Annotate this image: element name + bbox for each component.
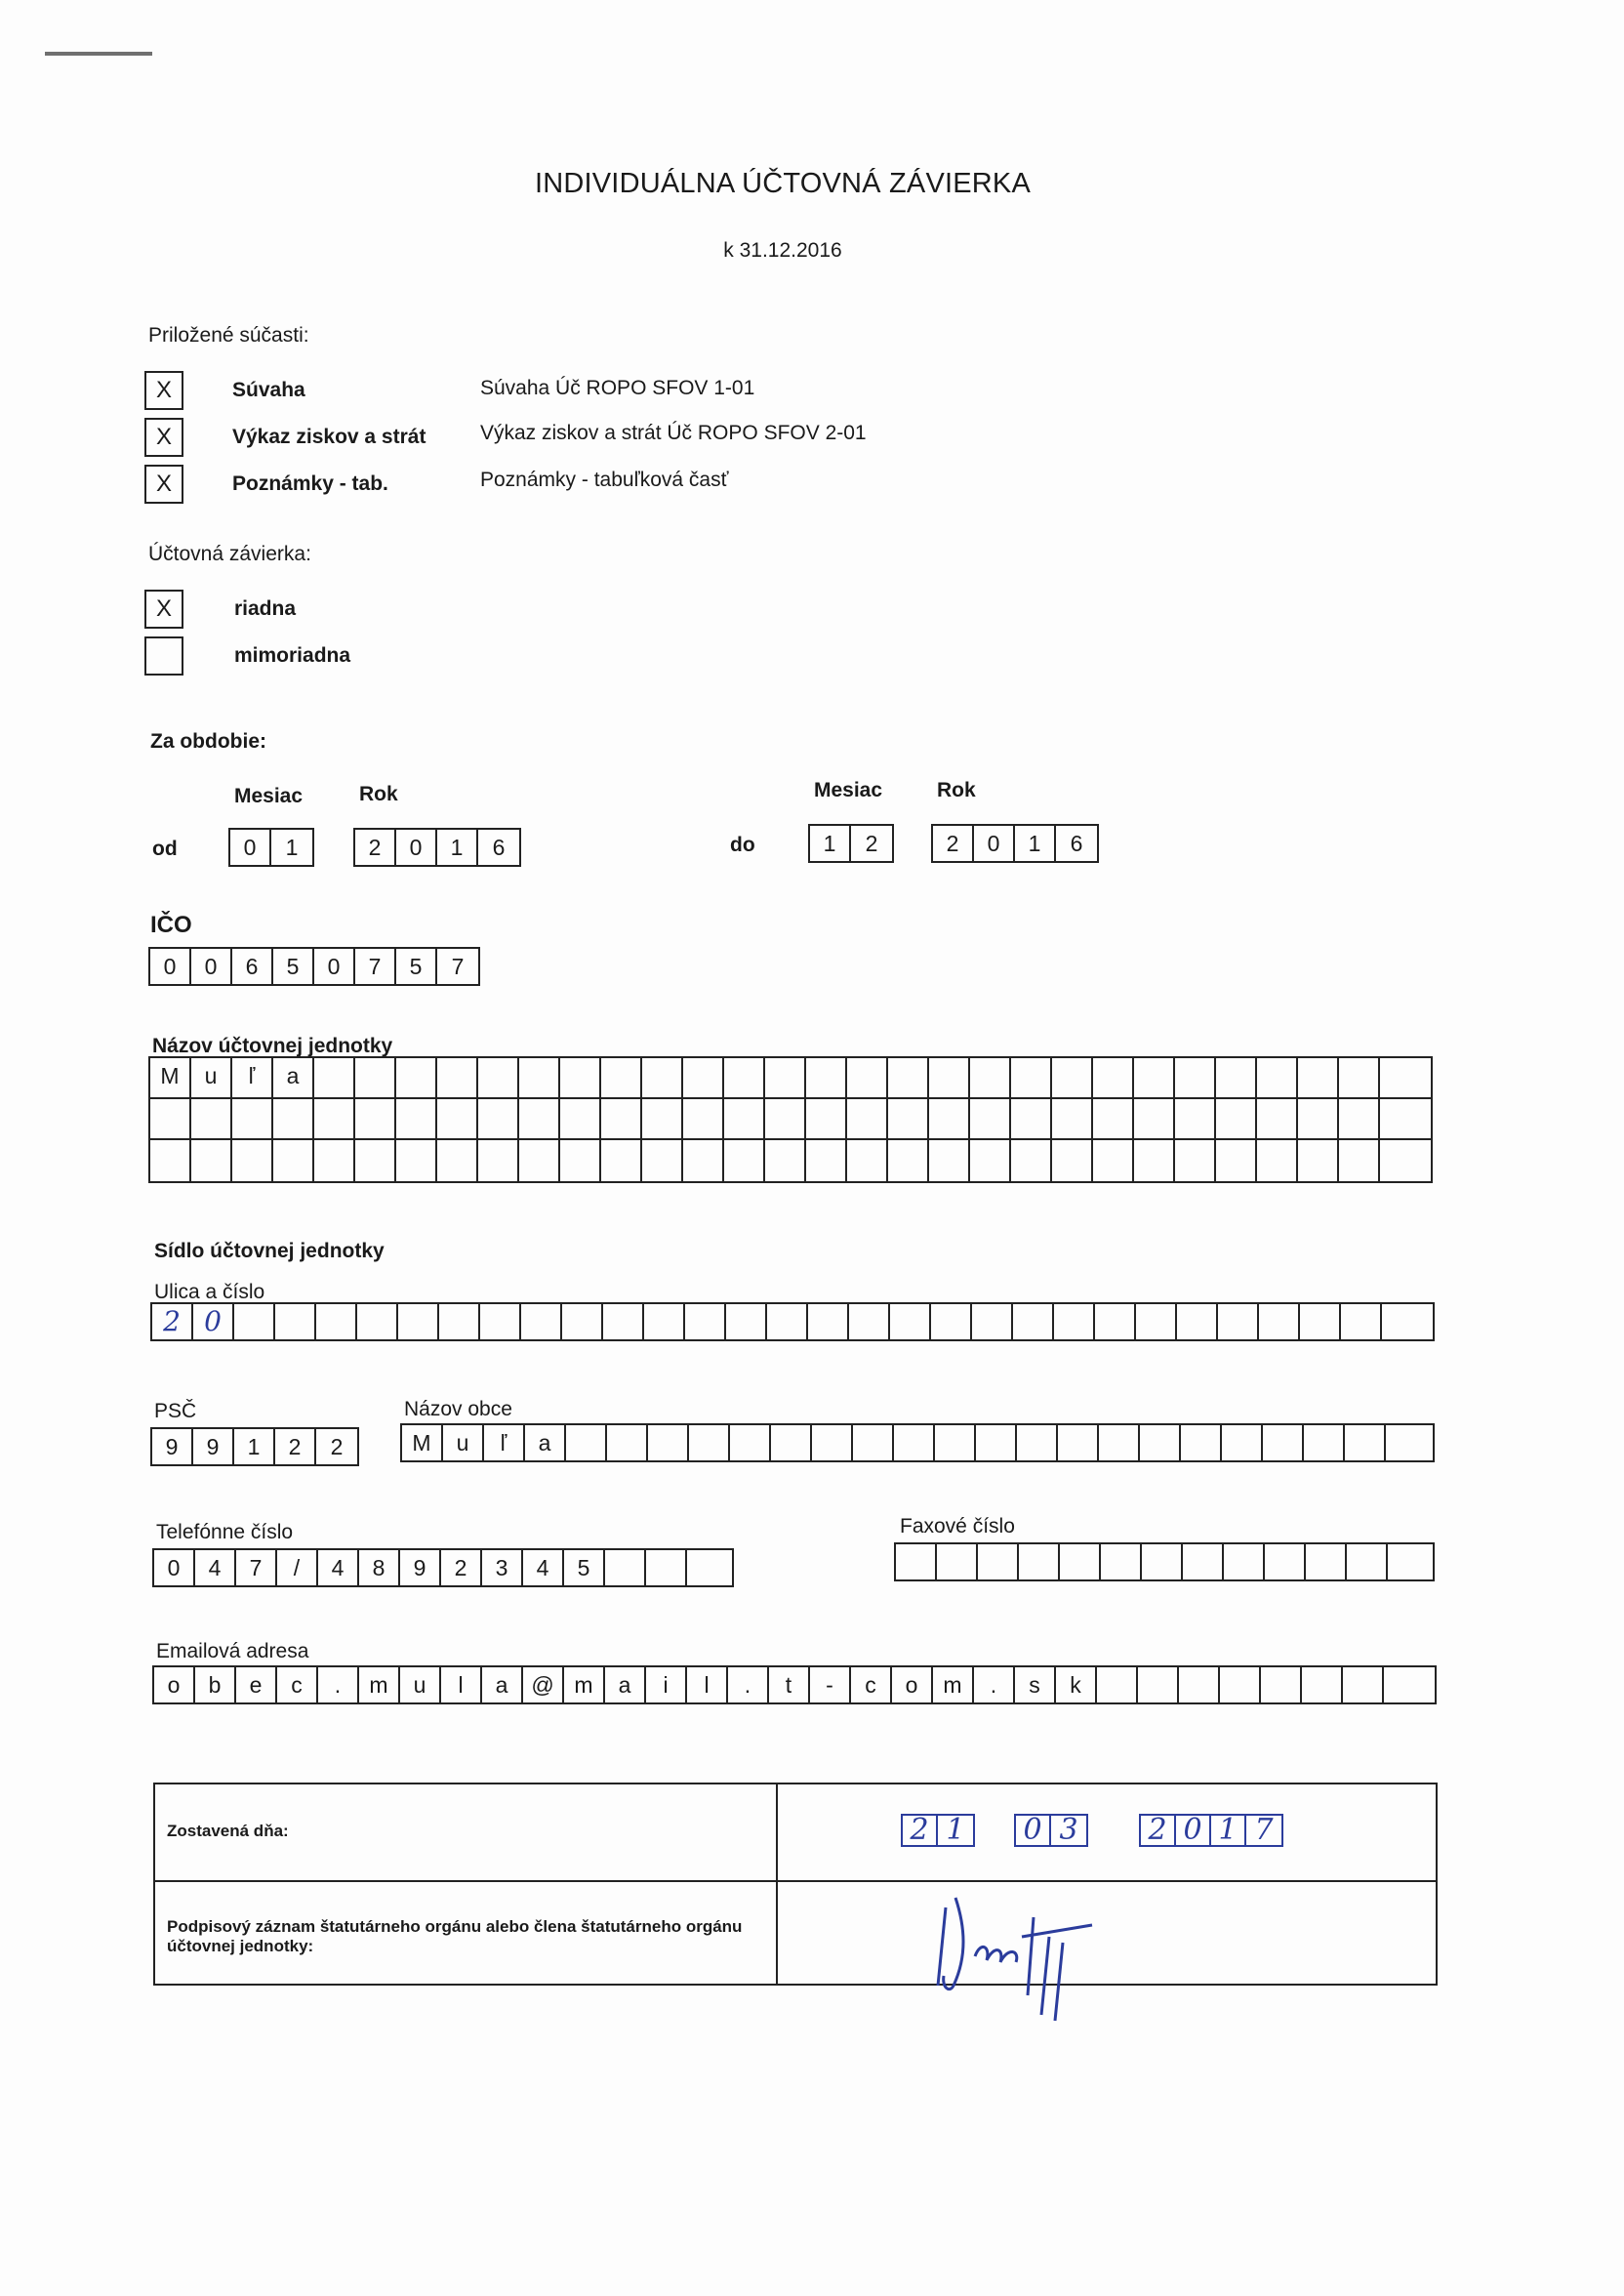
type-checkbox-riadna[interactable]: X	[144, 590, 183, 629]
char-cell: o	[154, 1667, 195, 1702]
empty-cell	[724, 1140, 765, 1181]
char-cell: e	[236, 1667, 277, 1702]
digit-cell: 0	[191, 949, 232, 984]
digit-cell: 2	[933, 826, 974, 861]
char-cell: l	[687, 1667, 728, 1702]
document-title: INDIVIDUÁLNA ÚČTOVNÁ ZÁVIERKA	[534, 168, 1032, 199]
empty-cell	[685, 1304, 726, 1339]
empty-cell	[519, 1099, 560, 1138]
empty-cell	[683, 1058, 724, 1097]
empty-cell	[808, 1304, 849, 1339]
empty-cell	[1222, 1425, 1263, 1460]
empty-cell	[437, 1140, 478, 1181]
compiled-label: Zostavená dňa:	[167, 1822, 289, 1840]
char-cell: .	[728, 1667, 769, 1702]
digit-cell: 4	[523, 1550, 564, 1585]
char-cell: a	[273, 1058, 314, 1097]
char-cell: u	[443, 1425, 484, 1460]
empty-cell	[1388, 1544, 1429, 1579]
empty-cell	[642, 1099, 683, 1138]
digit-cell: 1	[1015, 826, 1056, 861]
empty-cell	[648, 1425, 689, 1460]
digit-cell: 0	[974, 826, 1015, 861]
char-cell: u	[191, 1058, 232, 1097]
table-divider	[776, 1784, 778, 1984]
char-cell: a	[482, 1667, 523, 1702]
empty-cell	[978, 1544, 1019, 1579]
from-year-field[interactable]	[353, 828, 521, 867]
empty-cell	[730, 1425, 771, 1460]
empty-cell	[1257, 1058, 1298, 1097]
empty-cell	[931, 1304, 972, 1339]
signature-label: Podpisový záznam štatutárneho orgánu alebo člena štatutárneho orgánu účtovnej jednotky:	[167, 1917, 743, 1955]
empty-cell	[894, 1425, 935, 1460]
empty-cell	[1347, 1544, 1388, 1579]
empty-cell	[806, 1058, 847, 1097]
empty-cell	[1304, 1425, 1345, 1460]
empty-cell	[1134, 1099, 1175, 1138]
empty-cell	[642, 1058, 683, 1097]
to-month-field[interactable]	[808, 824, 894, 863]
empty-cell	[480, 1304, 521, 1339]
compiled-month-field[interactable]	[1014, 1814, 1088, 1847]
empty-cell	[1300, 1304, 1341, 1339]
psc-label: PSČ	[154, 1400, 197, 1422]
char-cell: l	[441, 1667, 482, 1702]
empty-cell	[355, 1099, 396, 1138]
char-cell: -	[810, 1667, 851, 1702]
empty-cell	[1060, 1544, 1101, 1579]
fax-field[interactable]	[894, 1542, 1435, 1581]
empty-cell	[970, 1058, 1011, 1097]
city-label: Názov obce	[404, 1398, 512, 1420]
empty-cell	[560, 1140, 601, 1181]
digit-cell: 9	[152, 1429, 193, 1464]
char-cell: s	[1015, 1667, 1056, 1702]
empty-cell	[1298, 1058, 1339, 1097]
street-label: Ulica a číslo	[154, 1281, 265, 1303]
seat-label: Sídlo účtovnej jednotky	[154, 1240, 385, 1262]
attachment-checkbox-poznamky[interactable]: X	[144, 465, 183, 504]
empty-cell	[1134, 1140, 1175, 1181]
empty-cell	[646, 1550, 687, 1585]
digit-cell: 9	[193, 1429, 234, 1464]
type-label: Účtovná závierka:	[148, 543, 311, 565]
digit-cell: 2	[903, 1816, 938, 1845]
empty-cell	[519, 1140, 560, 1181]
digit-cell: /	[277, 1550, 318, 1585]
digit-cell: 2	[275, 1429, 316, 1464]
attachments-label: Priložené súčasti:	[148, 324, 309, 347]
char-cell: a	[605, 1667, 646, 1702]
char-cell: c	[277, 1667, 318, 1702]
fax-label: Faxové číslo	[900, 1515, 1015, 1538]
empty-cell	[1224, 1544, 1265, 1579]
empty-cell	[478, 1140, 519, 1181]
digit-cell: 2	[1141, 1816, 1176, 1845]
char-cell: M	[402, 1425, 443, 1460]
empty-cell	[765, 1140, 806, 1181]
empty-cell	[1136, 1304, 1177, 1339]
empty-cell	[1099, 1425, 1140, 1460]
char-cell: a	[525, 1425, 566, 1460]
empty-cell	[726, 1304, 767, 1339]
empty-cell	[1140, 1425, 1181, 1460]
empty-cell	[232, 1140, 273, 1181]
empty-cell	[1181, 1425, 1222, 1460]
attachment-checkbox-suvaha[interactable]: X	[144, 371, 183, 410]
empty-cell	[1011, 1099, 1052, 1138]
empty-cell	[806, 1140, 847, 1181]
empty-cell	[1183, 1544, 1224, 1579]
empty-cell	[970, 1140, 1011, 1181]
table-divider	[155, 1880, 1436, 1882]
empty-cell	[1175, 1099, 1216, 1138]
empty-cell	[439, 1304, 480, 1339]
attachment-name: Výkaz ziskov a strát	[232, 426, 426, 448]
empty-cell	[1052, 1099, 1093, 1138]
signoff-table	[153, 1783, 1438, 1986]
name-field[interactable]	[148, 1056, 1433, 1183]
empty-cell	[1380, 1099, 1421, 1138]
scan-artifact	[45, 52, 152, 56]
char-cell: .	[974, 1667, 1015, 1702]
empty-cell	[1386, 1425, 1427, 1460]
empty-cell	[1265, 1544, 1306, 1579]
empty-cell	[1019, 1544, 1060, 1579]
digit-cell: 2	[865, 831, 878, 856]
empty-cell	[1179, 1667, 1220, 1702]
ico-label: IČO	[150, 912, 192, 938]
empty-cell	[150, 1099, 191, 1138]
digit-cell: 4	[195, 1550, 236, 1585]
document-date: k 31.12.2016	[723, 239, 842, 262]
attachment-desc: Poznámky - tabuľková časť	[480, 469, 729, 491]
empty-cell	[1052, 1058, 1093, 1097]
digit-cell: 0	[150, 949, 191, 984]
empty-cell	[1341, 1304, 1382, 1339]
char-cell: i	[646, 1667, 687, 1702]
empty-cell	[398, 1304, 439, 1339]
empty-cell	[849, 1304, 890, 1339]
from-month-field[interactable]	[228, 828, 314, 867]
empty-cell	[724, 1058, 765, 1097]
char-cell: M	[150, 1058, 191, 1097]
empty-cell	[396, 1058, 437, 1097]
empty-cell	[1298, 1099, 1339, 1138]
empty-cell	[1093, 1058, 1134, 1097]
digit-cell: 5	[564, 1550, 605, 1585]
digit-cell: 0	[314, 949, 355, 984]
char-cell: b	[195, 1667, 236, 1702]
attachment-desc: Výkaz ziskov a strát Úč ROPO SFOV 2-01	[480, 422, 867, 444]
digit-cell: 1	[810, 826, 851, 861]
empty-cell	[896, 1544, 937, 1579]
digit-cell: 3	[1059, 1813, 1078, 1847]
char-cell: ľ	[484, 1425, 525, 1460]
empty-cell	[853, 1425, 894, 1460]
char-cell: m	[564, 1667, 605, 1702]
empty-cell	[1017, 1425, 1058, 1460]
empty-cell	[847, 1140, 888, 1181]
empty-cell	[1263, 1425, 1304, 1460]
empty-cell	[396, 1140, 437, 1181]
char-cell: o	[892, 1667, 933, 1702]
empty-cell	[355, 1058, 396, 1097]
empty-cell	[521, 1304, 562, 1339]
empty-cell	[888, 1058, 929, 1097]
empty-cell	[724, 1099, 765, 1138]
empty-cell	[1216, 1058, 1257, 1097]
digit-cell: 1	[1211, 1816, 1246, 1845]
attachment-checkbox-vykaz[interactable]: X	[144, 418, 183, 457]
empty-cell	[273, 1140, 314, 1181]
digit-cell: 2	[355, 830, 396, 865]
empty-cell	[929, 1099, 970, 1138]
empty-cell	[275, 1304, 316, 1339]
empty-cell	[314, 1099, 355, 1138]
psc-field[interactable]	[150, 1427, 359, 1466]
empty-cell	[478, 1058, 519, 1097]
digit-cell: 1	[437, 830, 478, 865]
digit-cell: 0	[396, 830, 437, 865]
empty-cell	[970, 1099, 1011, 1138]
empty-cell	[1257, 1140, 1298, 1181]
digit-cell: 1	[285, 835, 299, 860]
digit-cell: 1	[946, 1813, 965, 1847]
to-label: do	[730, 834, 755, 856]
empty-cell	[1138, 1667, 1179, 1702]
empty-cell	[765, 1099, 806, 1138]
empty-cell	[1175, 1058, 1216, 1097]
from-month-label: Mesiac	[234, 785, 304, 807]
empty-cell	[929, 1058, 970, 1097]
digit-cell: 4	[318, 1550, 359, 1585]
empty-cell	[437, 1058, 478, 1097]
char-cell: ľ	[232, 1058, 273, 1097]
empty-cell	[1261, 1667, 1302, 1702]
digit-cell: 8	[359, 1550, 400, 1585]
ico-field[interactable]	[148, 947, 480, 986]
digit-cell: 0	[154, 1550, 195, 1585]
from-year-label: Rok	[359, 783, 398, 805]
empty-cell	[566, 1425, 607, 1460]
type-option-label: riadna	[234, 597, 297, 620]
empty-cell	[601, 1058, 642, 1097]
name-row	[150, 1058, 1431, 1099]
empty-cell	[437, 1099, 478, 1138]
digit-cell: 7	[355, 949, 396, 984]
empty-cell	[1054, 1304, 1095, 1339]
empty-cell	[689, 1425, 730, 1460]
empty-cell	[601, 1099, 642, 1138]
empty-cell	[478, 1099, 519, 1138]
name-row	[150, 1140, 1431, 1181]
empty-cell	[1339, 1058, 1380, 1097]
empty-cell	[1058, 1425, 1099, 1460]
empty-cell	[1142, 1544, 1183, 1579]
attachment-name: Súvaha	[232, 379, 305, 401]
empty-cell	[560, 1099, 601, 1138]
type-checkbox-mimoriadna[interactable]	[144, 636, 183, 676]
char-cell: c	[851, 1667, 892, 1702]
empty-cell	[1339, 1140, 1380, 1181]
digit-cell: 0	[230, 830, 271, 865]
char-cell: u	[400, 1667, 441, 1702]
empty-cell	[1097, 1667, 1138, 1702]
empty-cell	[603, 1304, 644, 1339]
empty-cell	[642, 1140, 683, 1181]
from-label: od	[152, 838, 178, 860]
digit-cell: 2	[441, 1550, 482, 1585]
empty-cell	[847, 1099, 888, 1138]
empty-cell	[1095, 1304, 1136, 1339]
empty-cell	[1101, 1544, 1142, 1579]
digit-cell: 2	[330, 1434, 344, 1459]
phone-field[interactable]	[152, 1548, 734, 1587]
empty-cell	[1306, 1544, 1347, 1579]
attachment-name: Poznámky - tab.	[232, 472, 388, 495]
digit-cell: 1	[234, 1429, 275, 1464]
empty-cell	[1298, 1140, 1339, 1181]
street-field[interactable]	[150, 1302, 1435, 1341]
char-cell: @	[523, 1667, 564, 1702]
empty-cell	[765, 1058, 806, 1097]
digit-cell: 3	[482, 1550, 523, 1585]
empty-cell	[1343, 1667, 1384, 1702]
empty-cell	[396, 1099, 437, 1138]
empty-cell	[357, 1304, 398, 1339]
empty-cell	[605, 1550, 646, 1585]
city-field[interactable]	[400, 1423, 1435, 1462]
compiled-day-field[interactable]	[901, 1814, 975, 1847]
digit-cell: 5	[396, 949, 437, 984]
signature-image	[926, 1878, 1160, 2025]
empty-cell	[847, 1058, 888, 1097]
empty-cell	[191, 1099, 232, 1138]
attachment-desc: Súvaha Úč ROPO SFOV 1-01	[480, 377, 755, 399]
empty-cell	[232, 1099, 273, 1138]
empty-cell	[562, 1304, 603, 1339]
char-cell: .	[318, 1667, 359, 1702]
empty-cell	[314, 1058, 355, 1097]
empty-cell	[607, 1425, 648, 1460]
digit-cell: 5	[273, 949, 314, 984]
empty-cell	[888, 1099, 929, 1138]
empty-cell	[1380, 1140, 1421, 1181]
name-row	[150, 1099, 1431, 1140]
empty-cell	[1052, 1140, 1093, 1181]
digit-cell: 6	[1070, 831, 1083, 856]
type-option-label: mimoriadna	[234, 644, 351, 667]
char-cell: k	[1056, 1667, 1097, 1702]
empty-cell	[976, 1425, 1017, 1460]
empty-cell	[601, 1140, 642, 1181]
email-label: Emailová adresa	[156, 1640, 309, 1662]
empty-cell	[1218, 1304, 1259, 1339]
empty-cell	[1177, 1304, 1218, 1339]
empty-cell	[316, 1304, 357, 1339]
empty-cell	[1257, 1099, 1298, 1138]
empty-cell	[1302, 1667, 1343, 1702]
empty-cell	[806, 1099, 847, 1138]
phone-label: Telefónne číslo	[156, 1521, 294, 1543]
empty-cell	[1216, 1140, 1257, 1181]
empty-cell	[1382, 1304, 1423, 1339]
name-label: Názov účtovnej jednotky	[152, 1035, 393, 1057]
char-cell: t	[769, 1667, 810, 1702]
empty-cell	[1175, 1140, 1216, 1181]
char-cell: 0	[193, 1304, 234, 1339]
empty-cell	[1011, 1058, 1052, 1097]
empty-cell	[273, 1099, 314, 1138]
empty-cell	[519, 1058, 560, 1097]
empty-cell	[1216, 1099, 1257, 1138]
char-cell: m	[359, 1667, 400, 1702]
digit-cell: 7	[451, 954, 465, 979]
empty-cell	[150, 1140, 191, 1181]
empty-cell	[1345, 1425, 1386, 1460]
empty-cell	[644, 1304, 685, 1339]
to-year-field[interactable]	[931, 824, 1099, 863]
empty-cell	[1013, 1304, 1054, 1339]
empty-cell	[355, 1140, 396, 1181]
empty-cell	[1384, 1667, 1425, 1702]
email-field[interactable]	[152, 1665, 1437, 1704]
char-cell: m	[933, 1667, 974, 1702]
empty-cell	[683, 1140, 724, 1181]
empty-cell	[972, 1304, 1013, 1339]
empty-cell	[767, 1304, 808, 1339]
digit-cell: 0	[1176, 1816, 1211, 1845]
empty-cell	[1093, 1099, 1134, 1138]
digit-cell: 7	[1254, 1813, 1274, 1847]
period-label: Za obdobie:	[150, 730, 266, 753]
empty-cell	[234, 1304, 275, 1339]
digit-cell: 9	[400, 1550, 441, 1585]
to-month-label: Mesiac	[814, 779, 883, 801]
empty-cell	[812, 1425, 853, 1460]
empty-cell	[935, 1425, 976, 1460]
empty-cell	[1259, 1304, 1300, 1339]
empty-cell	[191, 1140, 232, 1181]
digit-cell: 6	[492, 835, 506, 860]
empty-cell	[771, 1425, 812, 1460]
empty-cell	[1011, 1140, 1052, 1181]
empty-cell	[1134, 1058, 1175, 1097]
empty-cell	[1339, 1099, 1380, 1138]
empty-cell	[929, 1140, 970, 1181]
empty-cell	[1380, 1058, 1421, 1097]
empty-cell	[687, 1550, 728, 1585]
to-year-label: Rok	[937, 779, 976, 801]
empty-cell	[683, 1099, 724, 1138]
empty-cell	[890, 1304, 931, 1339]
char-cell: 2	[152, 1304, 193, 1339]
empty-cell	[1220, 1667, 1261, 1702]
digit-cell: 0	[1016, 1816, 1051, 1845]
digit-cell: 7	[236, 1550, 277, 1585]
compiled-year-field[interactable]	[1139, 1814, 1283, 1847]
empty-cell	[314, 1140, 355, 1181]
empty-cell	[888, 1140, 929, 1181]
digit-cell: 6	[232, 949, 273, 984]
empty-cell	[560, 1058, 601, 1097]
empty-cell	[937, 1544, 978, 1579]
empty-cell	[1093, 1140, 1134, 1181]
